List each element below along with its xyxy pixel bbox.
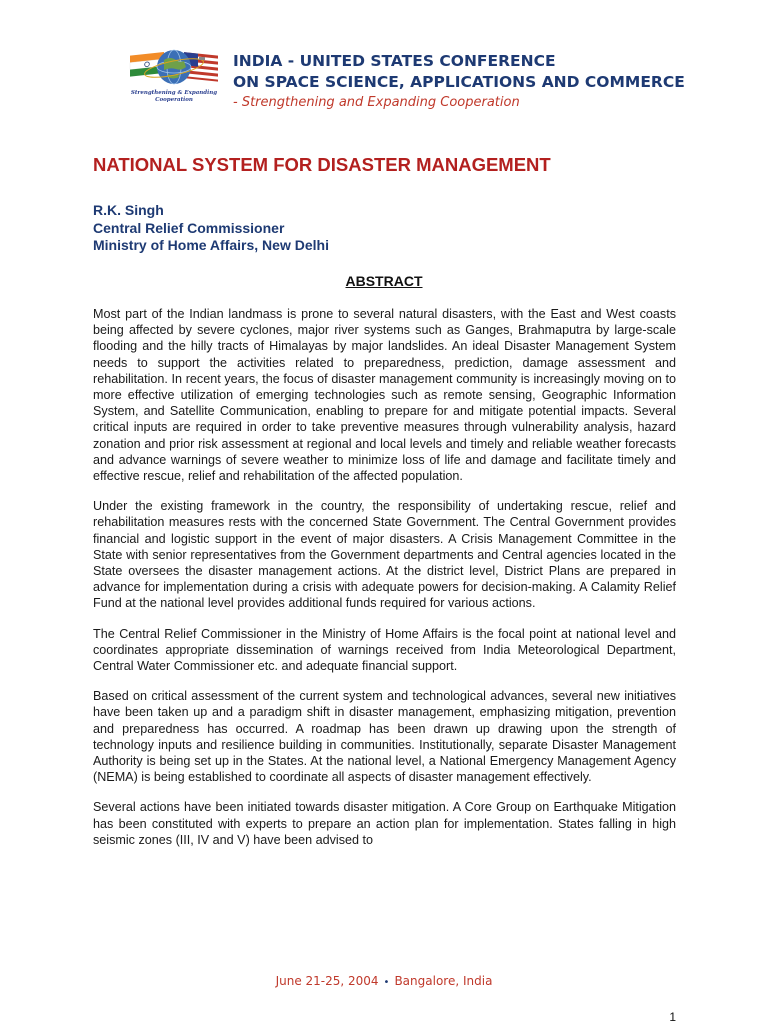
abstract-paragraph: The Central Relief Commissioner in the Ministry of Home Affairs is the focal point at national level and coordinates appropriate dissemination of warnings received from India Meteorological Department, Central Water Commissioner etc. and adequate financial support. [93, 626, 676, 674]
abstract-body [93, 306, 676, 862]
page-footer [0, 974, 768, 988]
paper-title: NATIONAL SYSTEM FOR DISASTER MANAGEMENT [93, 154, 551, 175]
logo-caption [126, 90, 222, 104]
conference-tagline: - Strengthening and Expanding Cooperation [233, 95, 520, 110]
abstract-paragraph: Most part of the Indian landmass is prone to several natural disasters, with the East and West coasts being affected by severe cyclones, major river systems such as Ganges, Brahmaputra by large-scale flooding and the hilly tracts of Himalayas by major landslides. An ideal Disaster Management System needs to support the activities related to preparedness, prediction, damage assessment and rehabilitation. In recent years, the focus of disaster management community is increasingly moving on to more effective utilization of emerging technologies such as remote sensing, Geographic Information System, and Satellite Communication, enabling to prepare for and mitigate potential impacts. Several critical inputs are required in order to take preventive measures through vulnerability analysis, hazard zonation and prior risk assessment at regional and local levels and timely and reliable weather forecasts and advance warnings of severe weather to minimize loss of life and damage and facilitate timely and effective rescue, relief and rehabilitation of the affected population. [93, 307, 676, 484]
author-block [93, 202, 329, 255]
author-affiliation: Ministry of Home Affairs, New Delhi [93, 237, 329, 253]
conference-title-line1: INDIA - UNITED STATES CONFERENCE [233, 52, 556, 70]
abstract-heading: ABSTRACT [345, 273, 423, 289]
author-name: R.K. Singh [93, 202, 164, 218]
conference-title-line2: ON SPACE SCIENCE, APPLICATIONS AND COMMERCE [233, 73, 685, 91]
logo-caption-line1: Strengthening & Expanding [130, 90, 218, 96]
footer-bullet: • [383, 977, 390, 988]
conference-header [233, 51, 685, 113]
globe-flags-icon [126, 42, 222, 92]
abstract-paragraph: Based on critical assessment of the current system and technological advances, several new initiatives have been taken up and a paradigm shift in disaster management, emphasizing mitigation, prevention and preparedness has occurred. A roadmap has been drawn up drawing upon the strength of technology inputs and resilience building in communities. Institutionally, separate Disaster Management Authority is being set up in the States. At the national level, a National Emergency Management Agency (NEMA) is being established to coordinate all aspects of disaster management effectively. [93, 689, 676, 785]
logo-caption-line2: Cooperation [155, 97, 193, 103]
footer-dates: June 21-25, 2004 [275, 974, 379, 988]
page-number: 1 [669, 1010, 676, 1024]
author-position: Central Relief Commissioner [93, 219, 285, 236]
conference-logo [126, 42, 222, 112]
footer-location: Bangalore, India [394, 974, 493, 988]
abstract-paragraph: Under the existing framework in the country, the responsibility of undertaking rescue, relief and rehabilitation measures rests with the concerned State Government. The Central Government provides financial and logistic support in the event of major disasters. A Crisis Management Committee in the State with senior representatives from the Government departments and Central agencies located in the State oversees the disaster management actions. At the district level, District Plans are prepared in advance for implementation during a crisis with adequate powers for decision-making. A Calamity Relief Fund at the national level provides additional funds required for various actions. [93, 499, 676, 611]
abstract-paragraph: Several actions have been initiated towards disaster mitigation. A Core Group on Earthquake Mitigation has been constituted with experts to prepare an action plan for implementation. States falling in high seismic zones (III, IV and V) have been advised to [93, 800, 676, 847]
